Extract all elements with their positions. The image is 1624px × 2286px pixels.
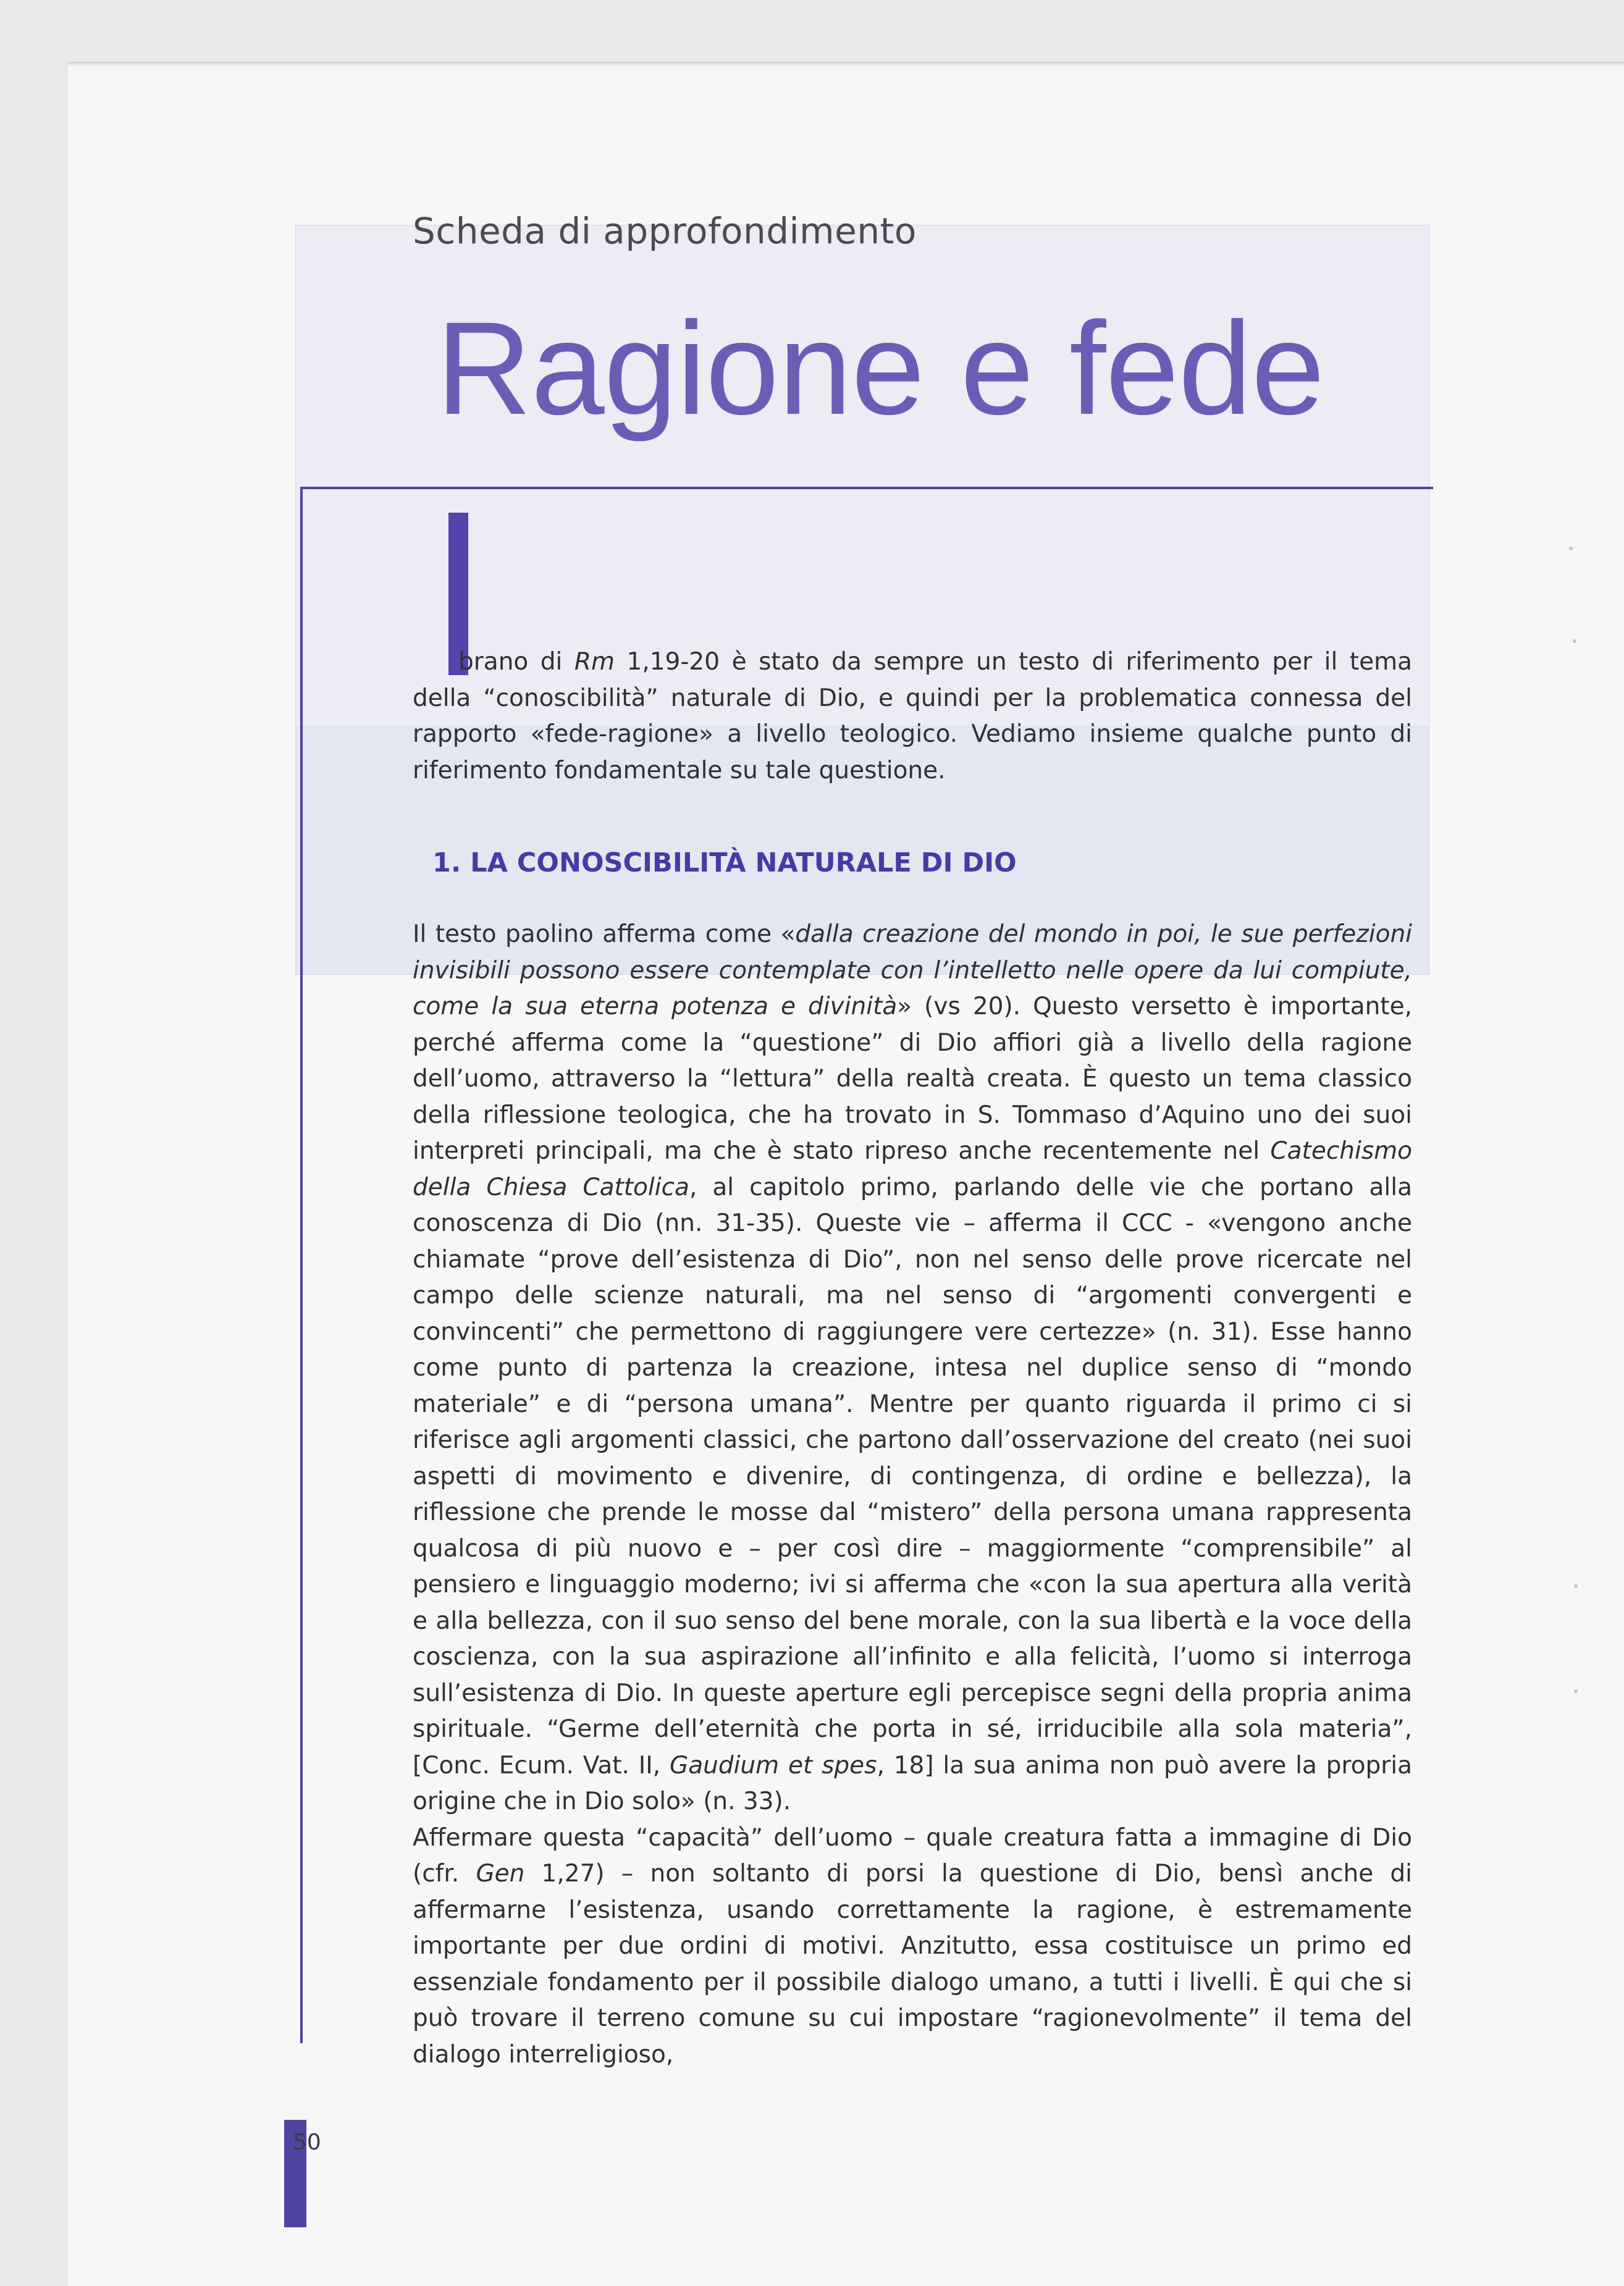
intro-citation: Rm (574, 648, 615, 676)
text-run: » (vs 20). Questo versetto è importante, perché afferma come la “questione” di Dio affiori già a livello della ragione dell’uomo, attraverso la “lettura” della realtà creata. È questo un tema classico della riflessione teologica, che ha trovato in S. Tommaso d’Aquino uno dei suoi interpreti principali, ma che è stato ripreso anche recentemente nel (413, 993, 1412, 1165)
binding-hole-mark (1573, 639, 1576, 643)
page-title: Ragione e fede (436, 295, 1324, 442)
text-run: Il testo paolino afferma come « (413, 920, 796, 948)
text-run: Affermare questa “capacità” dell’uomo – quale creatura fatta a immagine di Dio (cfr. (413, 1823, 1412, 1888)
binding-hole-mark (1569, 547, 1573, 550)
book-title-run: Catechismo della Chiesa Cattolica (413, 1137, 1412, 1201)
quote-run: dalla creazione del mondo in poi, le sue perfezioni invisibili possono essere contemplate con l’intelletto nelle opere da lui compiute, come la sua eterna potenza e divinità (413, 920, 1412, 1020)
page-top-edge (68, 62, 1624, 67)
body-paragraph-2 (413, 1820, 1412, 2074)
body-paragraph-1 (413, 917, 1412, 1820)
text-run: , 18] la sua anima non può avere la propria origine che in Dio solo» (n. 33). (413, 1751, 1412, 1815)
section-kicker: Scheda di approfondimento (413, 210, 917, 252)
intro-text-2: 1,19-20 è stato da sempre un testo di riferimento per il tema della “conoscibilità” naturale di Dio, e quindi per la problematica connessa del rapporto «fede-ragione» a livello teologico. Vediamo insieme qualche punto di riferimento fondamentale su tale questione. (413, 648, 1413, 784)
page-number: 50 (293, 2130, 321, 2155)
text-run: 1,27) – non soltanto di porsi la questione di Dio, bensì anche di affermarne l’esistenza, usando correttamente la ragione, è estremamente importante per due ordini di motivi. Anzitutto, essa costituisce un primo ed essenziale fondamento per il possibile dialogo umano, a tutti i livelli. È qui che si può trovare il terreno comune su cui impostare “ragionevolmente” il tema del dialogo interreligioso, (413, 1860, 1413, 2069)
section-heading: 1. LA CONOSCIBILITÀ NATURALE DI DIO (432, 847, 1017, 878)
intro-text-1: brano di (458, 648, 574, 676)
text-run: , al capitolo primo, parlando delle vie che portano alla conoscenza di Dio (nn. 31-35). Queste vie – afferma il CCC - «vengono anche chiamate “prove dell’esistenza di Dio”, non nel senso delle prove ricercate nel campo delle scienze naturali, ma nel senso di “argomenti convergenti e convincenti” che permettono di raggiungere vere certezze» (n. 31). Esse hanno come punto di partenza la creazione, intesa nel duplice senso di “mondo materiale” e di “persona umana”. Mentre per quanto riguarda il primo ci si riferisce agli argomenti classici, che partono dall’osservazione del creato (nei suoi aspetti di movimento e divenire, di contingenza, di ordine e bellezza), la riflessione che prende le mosse dal “mistero” della persona umana rappresenta qualcosa di più nuovo e – per così dire – maggiormente “comprensibile” al pensiero e linguaggio moderno; ivi si afferma che «con la sua apertura alla verità e alla bellezza, con il suo senso del bene morale, con la sua libertà e la voce della coscienza, con la sua aspirazione all’infinito e alla felicità, l’uomo si interroga sull’esistenza di Dio. In queste aperture egli percepisce segni della propria anima spirituale. “Germe dell’eternità che porta in sé, irriducibile alla sola materia”, [Conc. Ecum. Vat. II, (413, 1173, 1412, 1780)
binding-hole-mark (1574, 1689, 1578, 1693)
margin-rule (300, 487, 303, 2043)
article-body (413, 644, 1412, 2073)
intro-paragraph (413, 644, 1412, 789)
title-rule (300, 487, 1433, 489)
document-title-run: Gaudium et spes (670, 1751, 877, 1780)
citation-run: Gen (476, 1860, 525, 1888)
binding-hole-mark (1574, 1584, 1578, 1588)
